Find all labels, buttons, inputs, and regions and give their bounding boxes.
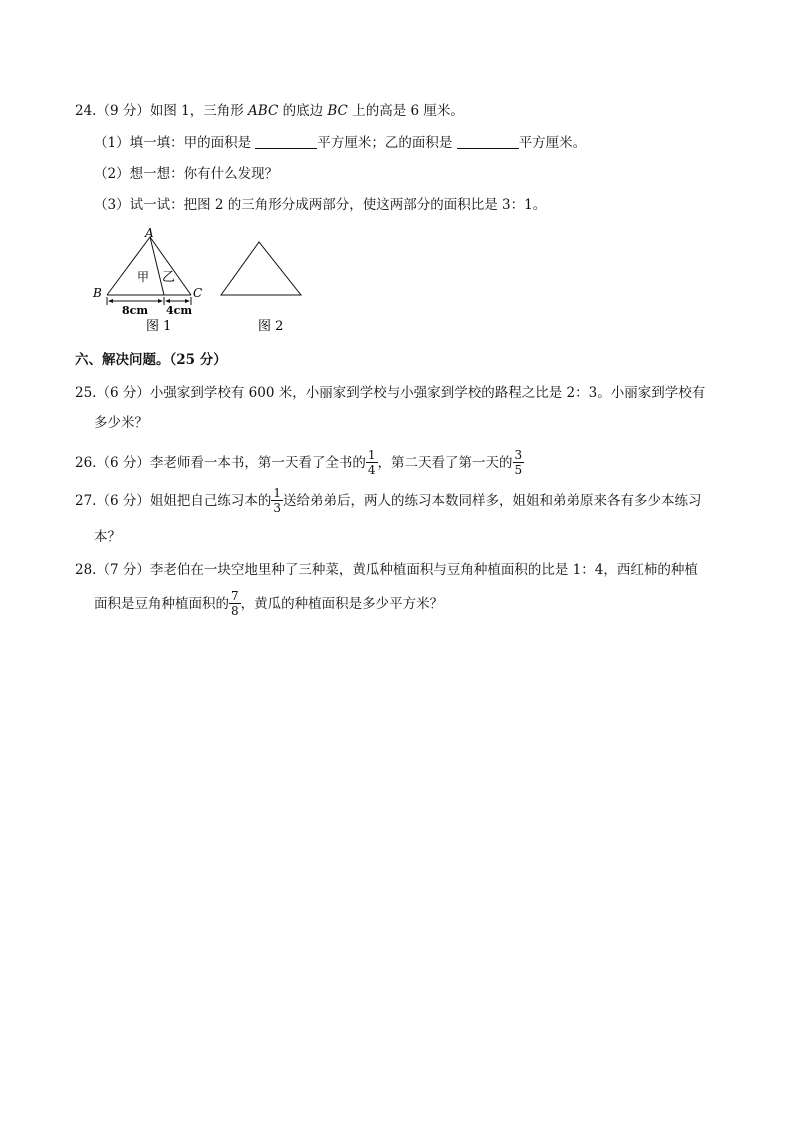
q26-frac2-numerator: 3 [514, 448, 523, 462]
fig1-label-b: B [93, 286, 102, 300]
fig1-dim-left: 8cm [122, 304, 148, 317]
q28-line-1 [75, 560, 698, 580]
q25-score: （6 分） [96, 385, 150, 401]
q24-sub1-mid: 平方厘米；乙的面积是 [317, 135, 457, 151]
q28-frac-denominator: 8 [231, 604, 239, 618]
q27-number: 27. [75, 493, 97, 509]
q24-sub2: （2）想一想：你有什么发现？ [94, 166, 279, 182]
q24-score: （9 分） [96, 103, 150, 119]
q25-number: 25. [75, 385, 97, 401]
q28-text-2a: 面积是豆角种植面积的 [94, 596, 229, 612]
q26-line [75, 448, 524, 478]
q24-text-b: 的底边 [278, 103, 328, 119]
fig2-triangle [221, 242, 301, 295]
section-6-title: 六、解决问题。（25 分） [75, 352, 227, 368]
q28-text-2b: ，黄瓜的种植面积是多少平方米？ [240, 596, 444, 612]
fig1-side-ac [150, 237, 191, 295]
fig1-side-ab [107, 237, 150, 295]
q24-stem [75, 101, 464, 121]
figure-1 [88, 225, 218, 337]
q27-score: （6 分） [96, 493, 150, 509]
q27-line-2: 本？ [94, 529, 121, 545]
fig1-arrowhead-3 [165, 299, 170, 303]
q26-number: 26. [75, 455, 97, 471]
q27-text-a: 姐姐把自己练习本的 [149, 493, 272, 509]
q27-frac-denominator: 3 [273, 501, 282, 515]
q24-blank-yi[interactable] [457, 134, 519, 149]
q26-frac1-denominator: 4 [367, 463, 376, 477]
fig1-arrowhead-4 [185, 299, 190, 303]
q24-text-c: 上的高是 6 厘米。 [347, 103, 464, 119]
fig1-dim-right: 4cm [166, 304, 192, 317]
q28-line-2 [94, 589, 443, 619]
q26-frac2-denominator: 5 [514, 463, 523, 477]
q24-var-abc: ABC [248, 103, 279, 119]
q24-sub1-suffix: 平方厘米。 [518, 135, 587, 151]
q27-text-b: 送给弟弟后，两人的练习本数同样多，姐姐和弟弟原来各有多少本练习 [283, 493, 702, 509]
fig1-divider [150, 237, 164, 295]
q24-var-bc: BC [327, 103, 348, 119]
q28-text-1: 李老伯在一块空地里种了三种菜，黄瓜种植面积与豆角种植面积的比是 1：4，西红柿的种植 [149, 562, 698, 578]
q26-frac1-numerator: 1 [367, 448, 376, 462]
q27-fraction [272, 486, 282, 515]
q26-fraction-2 [514, 448, 524, 477]
fig1-arrowhead-2 [158, 299, 163, 303]
q26-fraction-1 [367, 448, 377, 477]
q28-number: 28. [75, 562, 97, 578]
q24-text-a: 如图 1，三角形 [149, 103, 249, 119]
q24-sub1 [94, 133, 586, 153]
q24-number: 24. [75, 103, 97, 119]
q28-fraction [230, 589, 240, 618]
fig1-caption: 图 1 [146, 319, 172, 334]
q26-text-a: 李老师看一本书，第一天看了全书的 [149, 455, 366, 471]
q28-frac-numerator: 7 [231, 589, 239, 603]
q24-sub3: （3）试一试：把图 2 的三角形分成两部分，使这两部分的面积比是 3：1。 [94, 197, 547, 213]
q26-score: （6 分） [96, 455, 150, 471]
q25-line-1 [75, 383, 705, 403]
q27-frac-numerator: 1 [273, 486, 282, 500]
q25-line-2: 多少米？ [94, 415, 148, 431]
fig1-label-c: C [193, 286, 203, 300]
q26-text-b: ，第二天看了第一天的 [377, 455, 513, 471]
q24-sub1-prefix: （1）填一填：甲的面积是 [94, 135, 256, 151]
q25-text-1: 小强家到学校有 600 米，小丽家到学校与小强家到学校的路程之比是 2：3。小丽家到学校有 [149, 385, 706, 401]
q28-score: （7 分） [96, 562, 150, 578]
fig2-caption: 图 2 [258, 319, 284, 334]
fig1-label-jia: 甲 [137, 270, 150, 284]
q27-line-1 [75, 486, 702, 516]
figure-2 [215, 235, 310, 337]
q24-blank-jia[interactable] [255, 134, 317, 149]
fig1-label-a: A [145, 226, 154, 240]
fig1-label-yi: 乙 [162, 270, 176, 285]
fig1-arrowhead-1 [108, 299, 113, 303]
